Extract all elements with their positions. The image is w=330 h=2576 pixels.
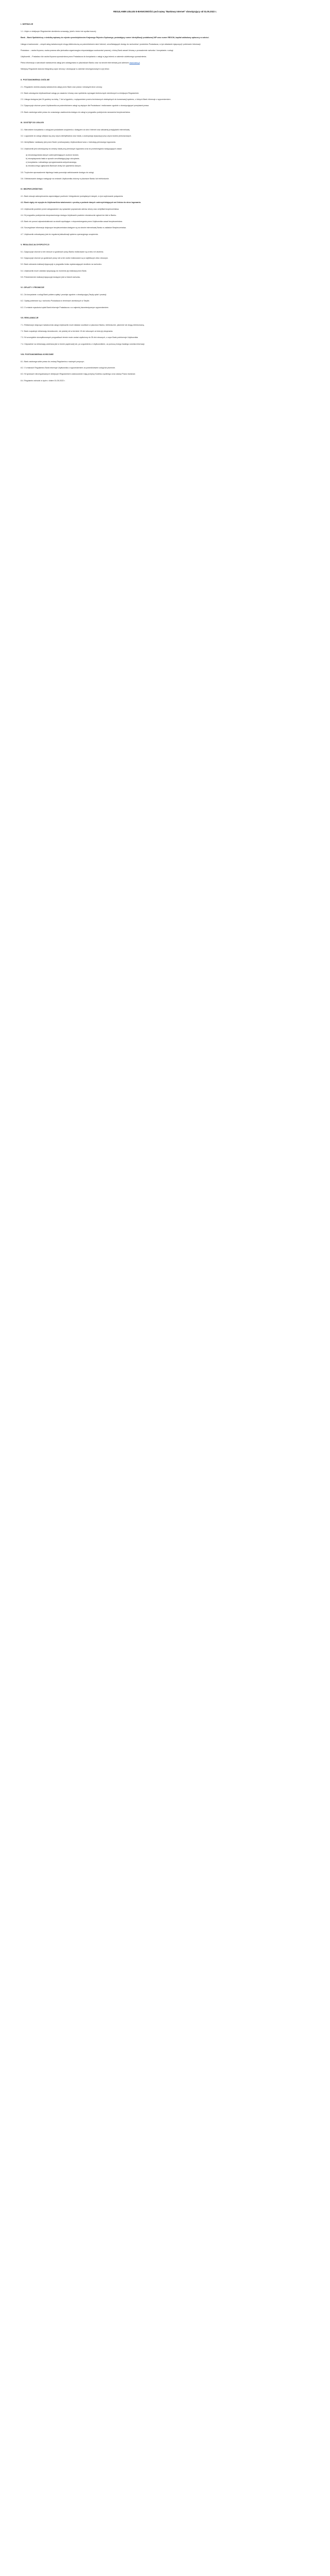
document-section (21, 188, 309, 236)
paragraph: 5.5. Potwierdzenie realizacji dyspozycji dostępne jest w historii rachunku. (21, 276, 81, 278)
paragraph: 4.1. Bank stosuje zabezpieczenia zapewniające poufność i integralność przesyłanych danych, w tym szyfrowanie połączenia. (21, 195, 123, 198)
paragraph: 3.2. Logowanie do usługi odbywa się przy użyciu identyfikatora oraz hasła, a autoryzacja dyspozycji przy użyciu kodów jednorazowych. (21, 135, 131, 138)
paragraph: 2.1. Regulamin określa zasady świadczenia usługi przez Bank oraz prawa i obowiązki stron umowy. (21, 86, 103, 88)
paragraph: 8.4. Regulamin wchodzi w życie z dniem 01.05.2022 r. (21, 379, 65, 382)
section-heading: IV. BEZPIECZEŃSTWO (21, 188, 43, 191)
document-section (21, 316, 309, 346)
paragraph: 4.5. Bank nie ponosi odpowiedzialności za skutki wynikające z nieprzestrzegania przez Użytkownika zasad bezpieczeństwa. (21, 221, 123, 223)
paragraph: 1.1. Użyte w niniejszym Regulaminie określenia oznaczają, jeżeli z treści nie wynika inaczej: (21, 30, 96, 33)
document-section (21, 243, 309, 279)
document-body (21, 23, 309, 382)
paragraph: 6.2. Opłaty pobierane są z rachunku Posiadacza w terminach określonych w Taryfie. (21, 300, 90, 302)
paragraph: 7.3. W szczególnie skomplikowanych przypadkach termin może zostać wydłużony do 35 dni roboczych, o czym Bank poinformuje Użytkownika. (21, 336, 139, 339)
paragraph: 5.2. Dyspozycje złożone po godzinach pracy lub w dni wolne realizowane są w najbliższym dniu roboczym. (21, 257, 108, 260)
paragraph: 3.1. Warunkiem korzystania z usługi jest posiadanie urządzenia z dostępem do sieci Internet oraz aktualnej przeglądarki internetowej. (21, 129, 130, 131)
paragraph: 3.5. Trzykrotne wprowadzenie błędnego hasła powoduje zablokowanie dostępu do usługi. (21, 171, 94, 174)
paragraph: 4.4. W przypadku podejrzenia nieuprawnionego dostępu Użytkownik powinien niezwłocznie zgłosić ten fakt w Banku. (21, 214, 117, 216)
paragraph: 6.1. Za korzystanie z usługi Bank pobiera opłaty i prowizje zgodnie z obowiązującą Taryfą opłat i prowizji. (21, 294, 107, 296)
website-link[interactable]: www.bank.pl (129, 62, 140, 64)
paragraph: 3.6. Odblokowanie dostępu następuje na wniosek Użytkownika złożony w placówce Banku lub telefonicznie. (21, 177, 110, 180)
paragraph: 4.7. Użytkownik zobowiązany jest do regularnej aktualizacji systemu operacyjnego urządzenia. (21, 233, 98, 235)
document-section (21, 286, 309, 309)
document-title: REGULAMIN USŁUGI E-BANKOWOŚCI pod nazwą "Bankowy Internet" obowiązujący od 01.05.2022 r. (113, 10, 217, 13)
paragraph: Niniejszy Regulamin stanowi integralną część Umowy i obowiązuje w zakresie nieuregulowanym w jej treści. (21, 68, 110, 71)
paragraph: 2.3. Usługa dostępna jest 24 godziny na dobę, 7 dni w tygodniu, z wyłączeniem przerw technicznych niezbędnych do konserwacji systemu, o których Bank informuje z wyprzedzeniem. (21, 98, 171, 101)
document-section (21, 353, 309, 382)
paragraph: 4.6. Szczegółowe informacje dotyczące bezpieczeństwa dostępne są na stronie internetowej Banku w zakładce Bezpieczeństwo. (21, 227, 127, 229)
paragraph: 6.3. O zmianie wysokości opłat Bank informuje Posiadacza z co najmniej dwumiesięcznym wyprzedzeniem. (21, 306, 109, 309)
section-heading: VII. REKLAMACJE (21, 316, 39, 319)
paragraph: 5.3. Bank odmawia realizacji dyspozycji w przypadku braku wystarczających środków na rachunku. (21, 263, 102, 266)
paragraph: 7.4. Odpowiedź na reklamację udzielana jest w formie papierowej lub, po uzgodnieniu z Użytkownikiem, za pomocą innego trwałego nośnika informacji. (21, 343, 145, 345)
document-section (21, 78, 309, 114)
list-item: a) nieudostępniania danych uwierzytelniających osobom trzecim, (26, 154, 79, 156)
paragraph: Użytkownik – Posiadacz lub osoba fizyczna upoważniona przez Posiadacza do korzystania z usługi w jego imieniu w zakresie udzielonego upoważnienia. (21, 56, 147, 58)
paragraph: 8.2. O zmianach Regulaminu Bank informuje Użytkownika z wyprzedzeniem za pośrednictwem usługi lub pisemnie. (21, 367, 116, 369)
document-section (21, 121, 309, 180)
paragraph: 5.4. Użytkownik może odwołać dyspozycję do momentu jej realizacji przez Bank. (21, 269, 87, 272)
list-item: b) niezapisywania hasła w sposób umożliwiający jego odczytanie, (26, 158, 80, 160)
section-heading: V. REALIZACJA DYSPOZYCJI (21, 243, 50, 246)
section-heading: I. DEFINICJE (21, 23, 34, 25)
paragraph: 2.4. Dyspozycje złożone przez Użytkownika za pośrednictwem usługi są wiążące dla Posiadacza i realizowane zgodnie z obowiązującymi przepisami prawa. (21, 105, 150, 107)
paragraph: 8.3. W sprawach nieuregulowanych niniejszym Regulaminem zastosowanie mają przepisy Kodeksu cywilnego oraz ustawy Prawo bankowe. (21, 373, 136, 376)
paragraph: 7.2. Bank rozpatruje reklamację niezwłocznie, nie później niż w terminie 15 dni roboczych od dnia jej otrzymania. (21, 330, 113, 333)
paragraph: Pełna informacja o warunkach świadczenia usługi jest udostępniana w placówkach Banku oraz na stronie internetowej pod adresem www.bank.pl. (21, 62, 141, 64)
paragraph: 3.3. Identyfikator nadawany jest przez Bank i przekazywany Użytkownikowi wraz z instrukcją pierwszego logowania. (21, 141, 116, 144)
section-heading: II. POSTANOWIENIA OGÓLNE (21, 78, 50, 81)
section-heading: VI. OPŁATY I PROWIZJE (21, 286, 44, 289)
paragraph: Usługa e-bankowości – zespół usług świadczonych drogą elektroniczną za pośrednictwem sieci Internet, umożliwiających dostęp do rachunków i produktów Posiadacza, w tym składanie dyspozycji i pobieranie informacji. (21, 43, 201, 45)
bullet-list (26, 154, 309, 168)
paragraph: Bank – Bank Spółdzielczy z siedzibą wpisany do rejestru przedsiębiorców Krajowego Rejestru Sądowego, posiadający numer identyfikacji podatkowej NIP oraz numer REGON, kapitał zakładowy opłacony w całości. (21, 37, 209, 39)
paragraph: 7.1. Reklamacje dotyczące świadczenia usługi Użytkownik może składać osobiście w placówce Banku, telefonicznie, pisemnie lub drogą elektroniczną. (21, 324, 145, 326)
list-item: d) niezwłocznego zgłaszania Bankowi utraty lub ujawnienia danych. (26, 165, 81, 167)
paragraph: Posiadacz – osoba fizyczna, osoba prawna albo jednostka organizacyjna nieposiadająca osobowości prawnej, z którą Bank zawarł Umowę o prowadzenie rachunku i korzystanie z usługi. (21, 49, 174, 52)
paragraph: 3.4. Użytkownik jest zobowiązany do zmiany hasła przy pierwszym logowaniu oraz do przestrzegania następujących zasad: (21, 147, 122, 150)
document-section (21, 23, 309, 71)
paragraph: 5.1. Dyspozycje złożone w dni robocze w godzinach pracy Banku realizowane są w dniu ich złożenia. (21, 250, 104, 253)
paragraph: 4.3. Użytkownik powinien przed zalogowaniem się sprawdzić poprawność adresu strony oraz certyfikat bezpieczeństwa. (21, 208, 119, 210)
section-heading: III. DOSTĘP DO USŁUGI (21, 121, 44, 124)
section-heading: VIII. POSTANOWIENIA KOŃCOWE (21, 353, 54, 355)
document-page (21, 0, 309, 398)
paragraph: 2.2. Bank udostępnia Użytkownikowi usługę po zawarciu Umowy oraz spełnieniu wymagań technicznych określonych w niniejszym Regulaminie. (21, 92, 139, 95)
paragraph: 8.1. Bank zastrzega sobie prawo do zmiany Regulaminu z ważnych przyczyn. (21, 360, 85, 363)
paragraph: 2.5. Bank zastrzega sobie prawo do czasowego zawieszenia dostępu do usługi w przypadku podejrzenia naruszenia bezpieczeństwa. (21, 111, 130, 113)
paragraph: 4.2. Bank nigdy nie wysyła do Użytkowników wiadomości z prośbą o podanie danych uwierzytelniających ani linków do stron logowania. (21, 201, 141, 204)
list-item: c) korzystania z aktualnego oprogramowania antywirusowego, (26, 161, 77, 164)
